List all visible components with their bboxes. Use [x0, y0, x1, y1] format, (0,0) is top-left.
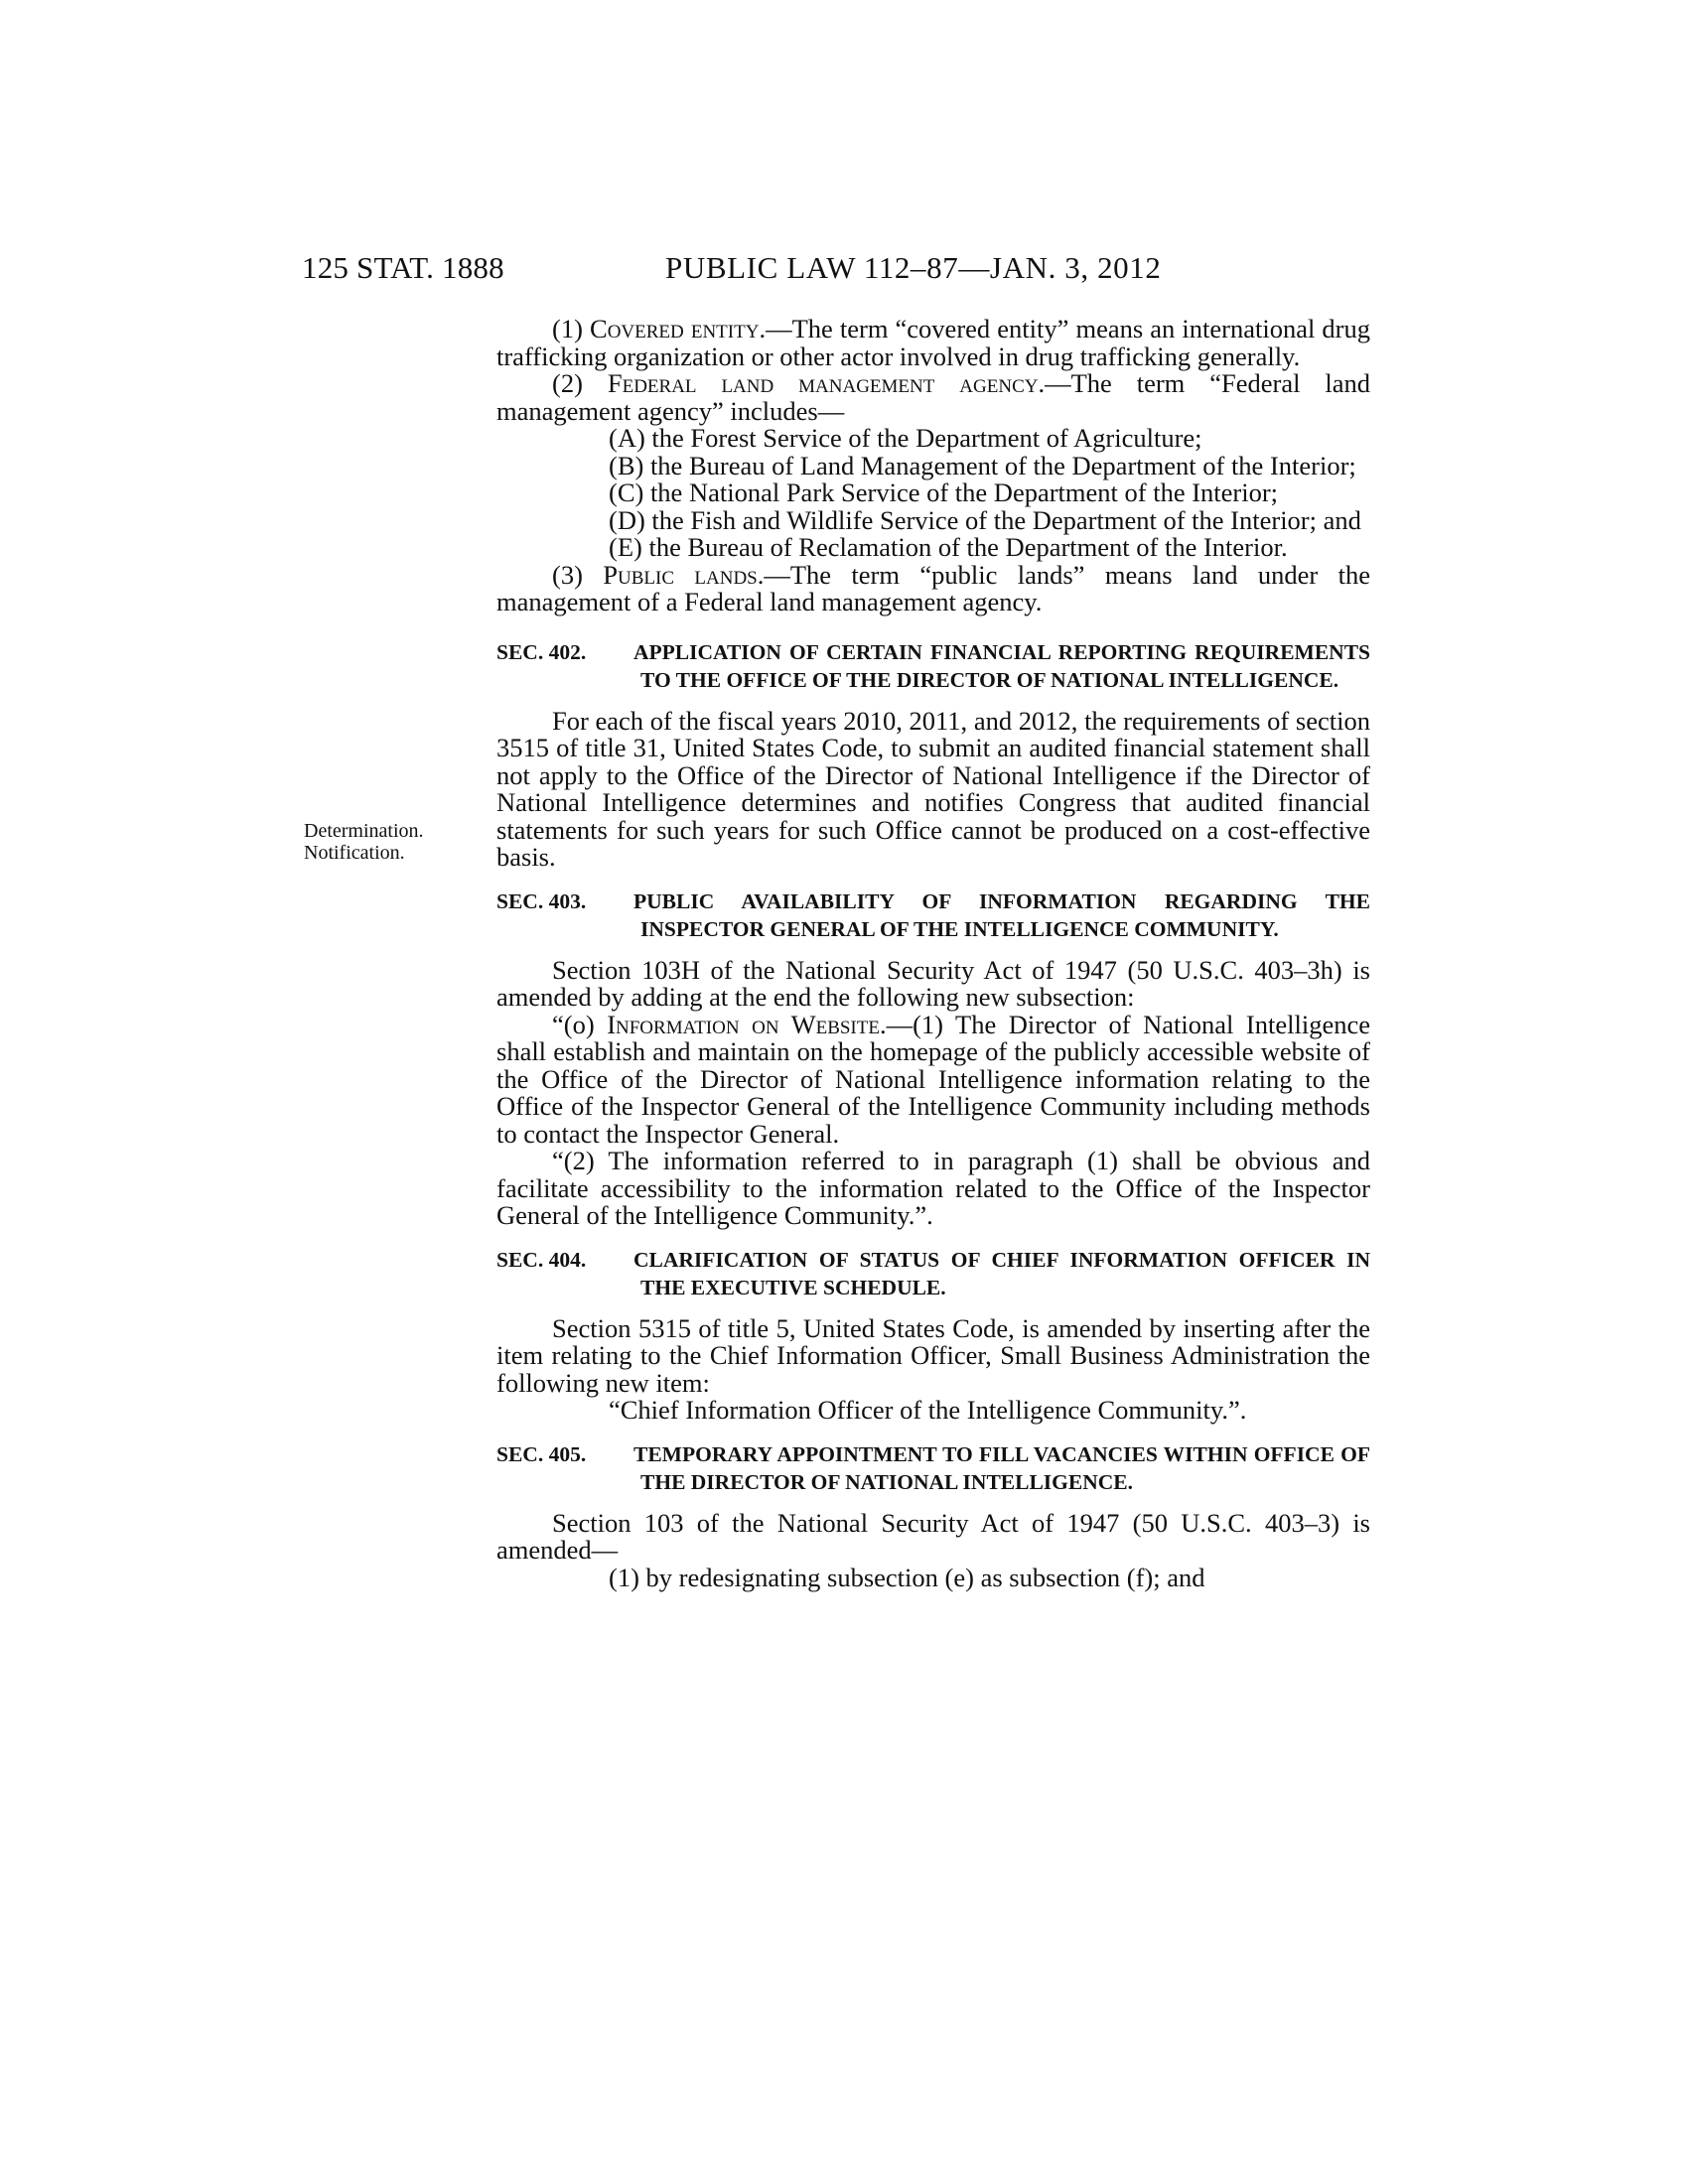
- margin-note-notification: Notification.: [304, 842, 405, 864]
- section-body-404: Section 5315 of title 5, United States Code, is amended by inserting after the item relating to the Chief Information Officer, Small Business Administration the following new item:: [496, 1312, 1370, 1398]
- agency-item: (E) the Bureau of Reclamation of the Department of the Interior.: [609, 532, 1288, 562]
- agency-item: (B) the Bureau of Land Management of the Department of the Interior;: [609, 450, 1356, 480]
- subsection-o-paragraph-2: “(2) The information referred to in paragraph (1) shall be obvious and facilitate accessibility to the information related to the Office of the Inspector General of the Intelligence Community.”.: [496, 1146, 1370, 1230]
- section-heading-403: SEC. 403. PUBLIC AVAILABILITY OF INFORMATION REGARDING THE INSPECTOR GENERAL OF THE INTELLIGENCE COMMUNITY.: [496, 888, 1370, 941]
- agency-item: (A) the Forest Service of the Department of Agriculture;: [609, 423, 1202, 453]
- body-column: [496, 316, 1370, 1591]
- agency-item: (D) the Fish and Wildlife Service of the Department of the Interior; and: [609, 504, 1361, 535]
- section-body-402: For each of the fiscal years 2010, 2011, and 2012, the requirements of section 3515 of title 31, United States Code, to submit an audited financial statement shall not apply to the Office of the Director of National Intelligence if the Director of National Intelligence determines and notifies Congress that audited financial statements for such years for such Office cannot be produced on a cost-effective basis.: [496, 705, 1370, 872]
- law-title: PUBLIC LAW 112–87—JAN. 3, 2012: [665, 250, 1162, 285]
- page-header: [0, 250, 1688, 290]
- margin-note-determination: Determination.: [304, 820, 424, 842]
- section-body-403: Section 103H of the National Security Act of 1947 (50 U.S.C. 403–3h) is amended by adding at the end the following new subsection:: [496, 954, 1370, 1012]
- definition-covered-entity: (1) Covered entity.—The term “covered entity” means an international drug trafficking organization or other actor involved in drug trafficking generally.: [496, 314, 1370, 371]
- section-heading-404: SEC. 404. CLARIFICATION OF STATUS OF CHIEF INFORMATION OFFICER IN THE EXECUTIVE SCHEDULE.: [496, 1247, 1370, 1299]
- subsection-o: “(o) Information on Website.—(1) The Director of National Intelligence shall establish and maintain on the homepage of the publicly accessible website of the Office of the Director of National Intelligence information relating to the Office of the Inspector General of the Intelligence Community including methods to contact the Inspector General.: [496, 1009, 1370, 1149]
- section-body-405: Section 103 of the National Security Act of 1947 (50 U.S.C. 403–3) is amended—: [496, 1507, 1370, 1565]
- margin-note: [304, 820, 424, 864]
- definition-federal-land-agency: (2) Federal land management agency.—The term “Federal land management agency” includes—: [496, 368, 1371, 426]
- stat-reference: 125 STAT. 1888: [302, 250, 504, 285]
- agency-item: (C) the National Park Service of the Department of the Interior;: [609, 478, 1279, 507]
- amendment-item: (1) by redesignating subsection (e) as subsection (f); and: [609, 1562, 1205, 1592]
- section-heading-405: SEC. 405. TEMPORARY APPOINTMENT TO FILL VACANCIES WITHIN OFFICE OF THE DIRECTOR OF NATIONAL INTELLIGENCE.: [496, 1441, 1370, 1494]
- new-item: “Chief Information Officer of the Intelligence Community.”.: [609, 1395, 1247, 1425]
- section-heading-402: SEC. 402. APPLICATION OF CERTAIN FINANCIAL REPORTING REQUIREMENTS TO THE OFFICE OF THE DIRECTOR OF NATIONAL INTELLIGENCE.: [496, 639, 1370, 692]
- definition-public-lands: (3) Public lands.—The term “public lands” means land under the management of a Federal land management agency.: [496, 559, 1370, 616]
